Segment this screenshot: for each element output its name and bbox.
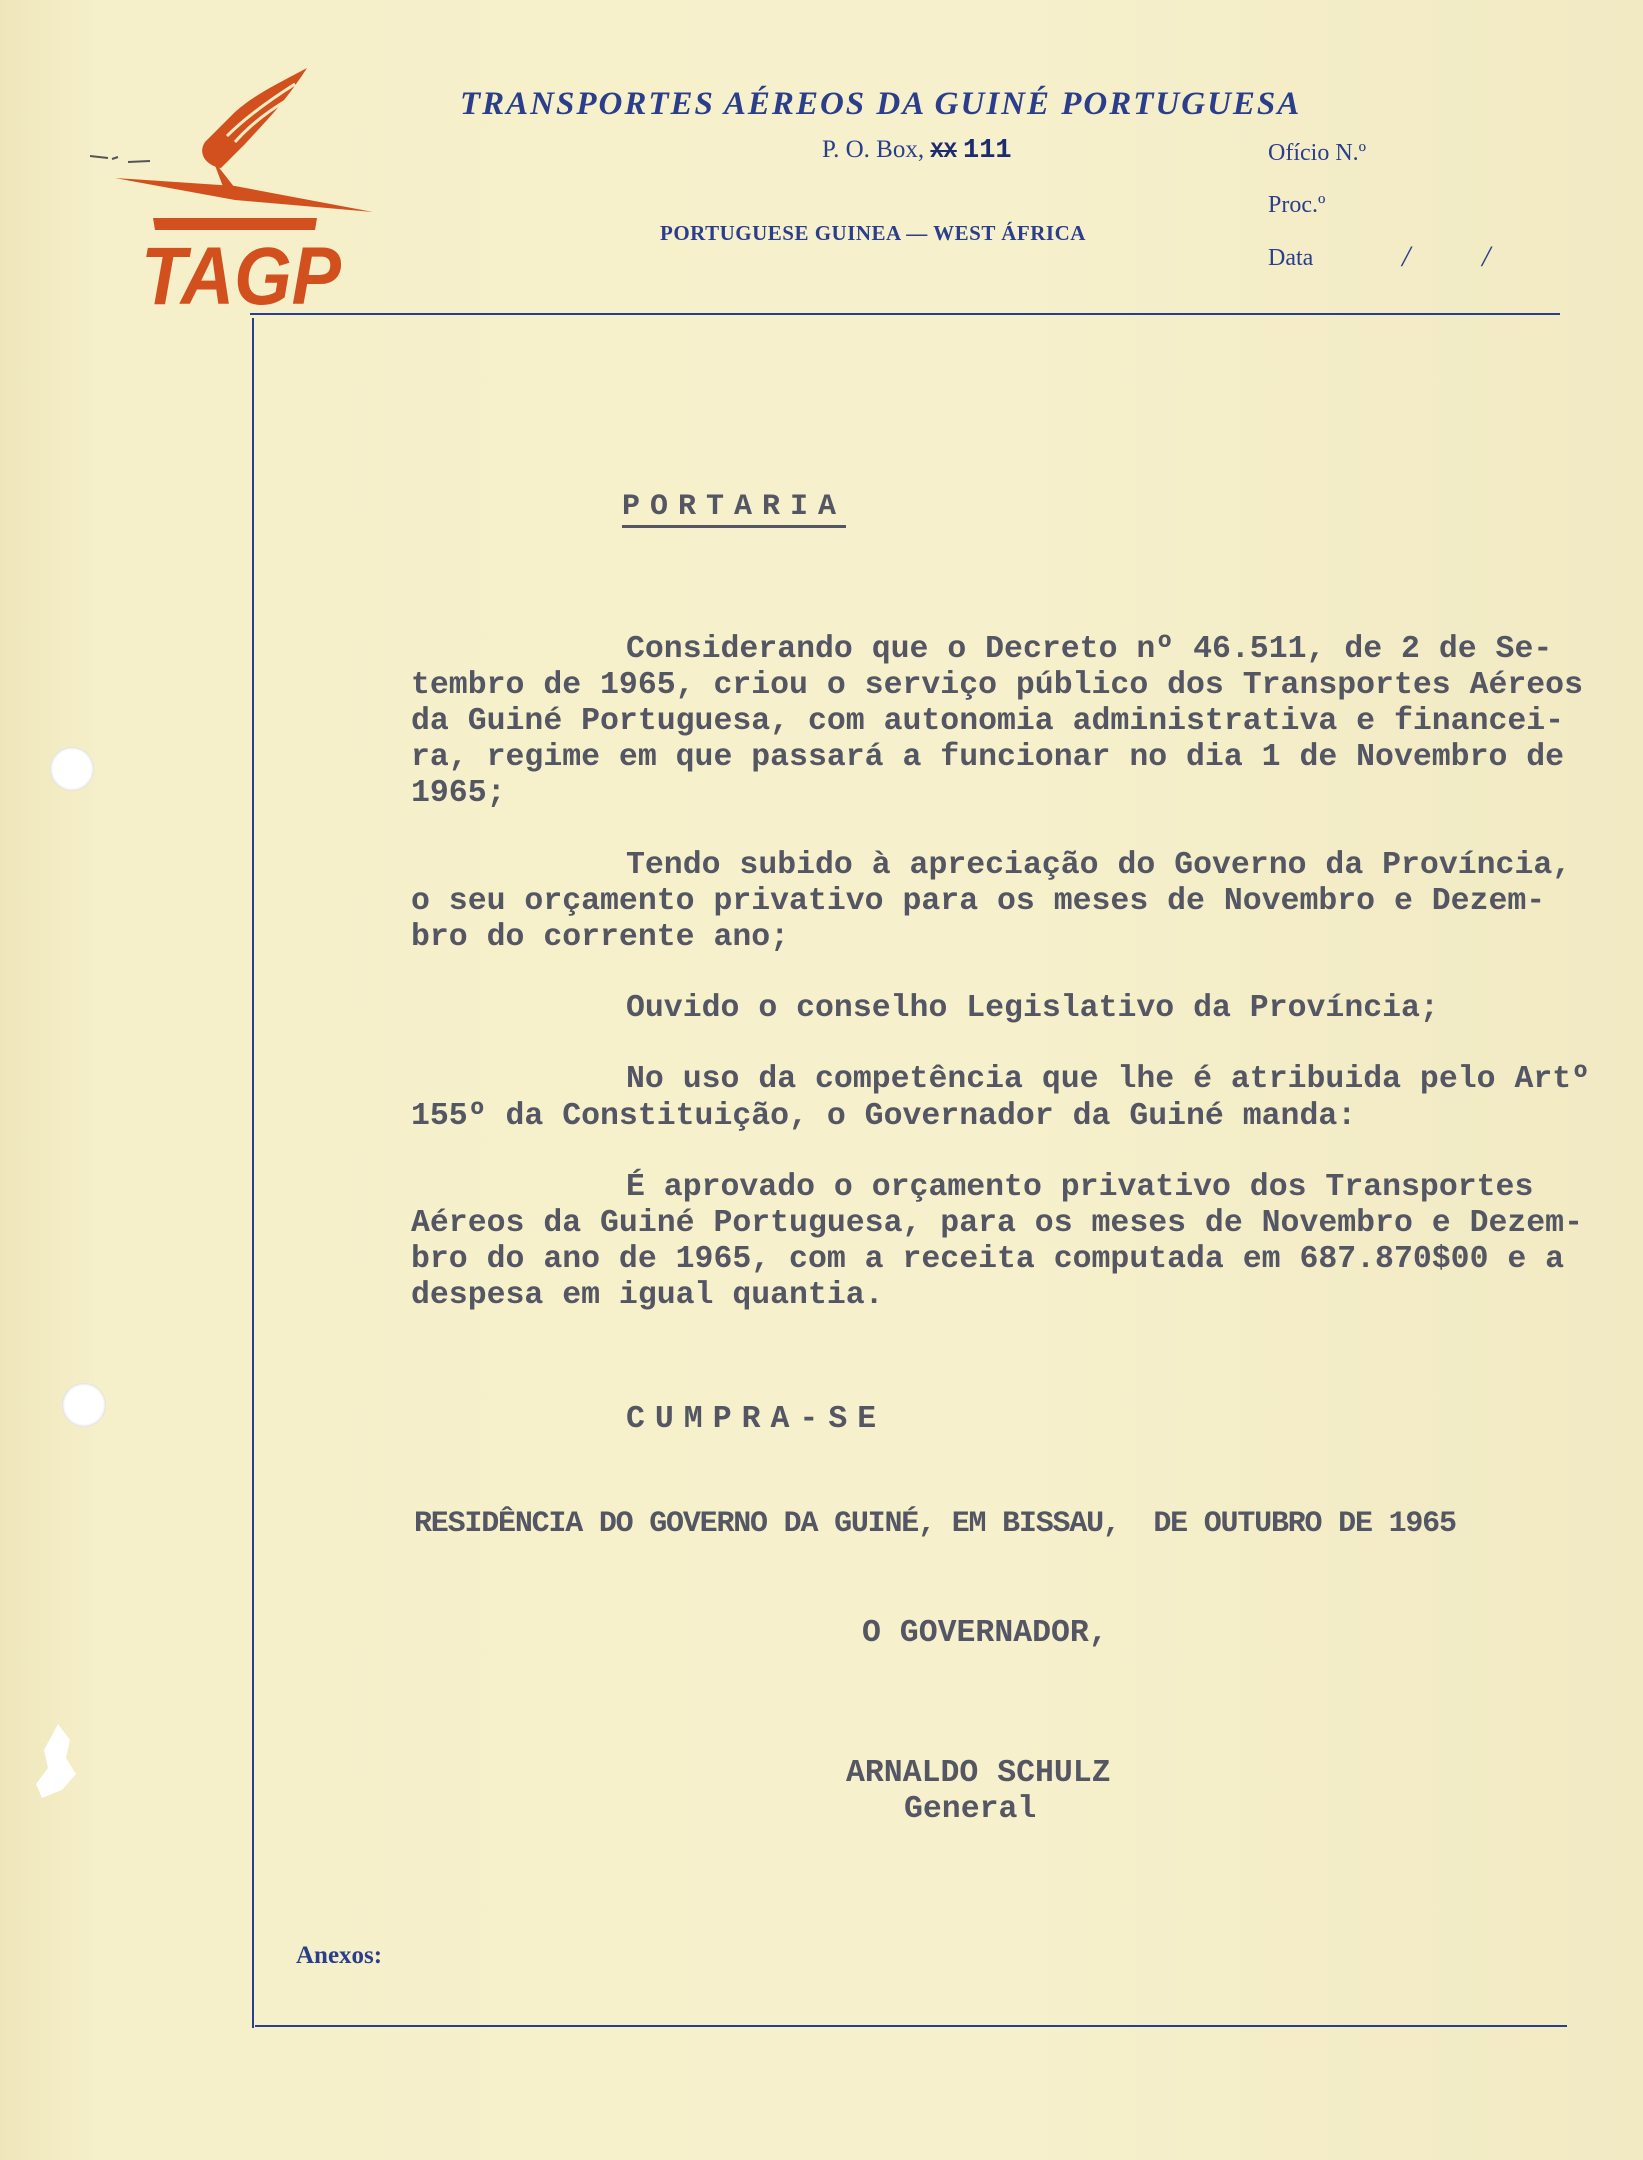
signatory-name: ARNALDO SCHULZ [846,1756,1111,1791]
paragraph-aprovado-line-1: É aprovado o orçamento privativo dos Transportes [626,1170,1534,1205]
data-slash-1: / [1402,240,1411,273]
paragraph-considerando-line-1: Considerando que o Decreto nº 46.511, de 2 de Se- [626,632,1553,667]
punch-hole-bottom [62,1383,106,1427]
country-line: PORTUGUESE GUINEA — WEST ÁFRICA [660,221,1086,245]
paragraph-aprovado-line-3: bro do ano de 1965, com a receita computada em 687.870$00 e a [411,1242,1565,1277]
anexos-label: Anexos: [296,1942,383,1969]
po-box-label: P. O. Box, [822,136,925,163]
paper-tear [28,1720,88,1800]
paragraph-considerando-line-2: tembro de 1965, criou o serviço público dos Transportes Aéreos [411,668,1583,703]
company-name: TRANSPORTES AÉREOS DA GUINÉ PORTUGUESA [460,86,1302,122]
document-heading: PORTARIA [622,490,846,528]
data-label: Data [1268,245,1314,271]
po-box-number: 111 [963,136,1012,166]
proc-label: Proc.º [1268,192,1326,218]
paragraph-no-uso-line-2: 155º da Constituição, o Governador da Guiné manda: [411,1099,1357,1134]
punch-hole-top [50,747,94,791]
paragraph-considerando-line-3: da Guiné Portuguesa, com autonomia administrativa e financei- [411,704,1565,739]
po-box [822,136,1012,166]
data-slash-2: / [1482,240,1491,273]
cumpra-se: CUMPRA-SE [626,1402,887,1437]
residence-date-line: RESIDÊNCIA DO GOVERNO DA GUINÉ, EM BISSAU, DE OUTUBRO DE 1965 [414,1507,1456,1541]
winged-bird-icon [115,68,373,230]
signatory-title: O GOVERNADOR, [862,1616,1108,1651]
footer-rule [255,2025,1567,2027]
paragraph-aprovado-line-4: despesa em igual quantia. [411,1278,884,1313]
paragraph-tendo-line-1: Tendo subido à apreciação do Governo da Província, [626,848,1572,883]
po-box-struck-out: XX [930,139,957,164]
paragraph-no-uso-line-1: No uso da competência que lhe é atribuida pelo Artº [626,1062,1591,1097]
tagp-logo [85,60,385,310]
letterhead-rule [250,313,1560,315]
paragraph-tendo-line-2: o seu orçamento privativo para os meses de Novembro e Dezem- [411,884,1546,919]
paragraph-ouvido: Ouvido o conselho Legislativo da Província; [626,991,1439,1026]
logo-text: TAGP [141,231,342,310]
margin-rule [252,318,254,2028]
paragraph-considerando-line-4: ra, regime em que passará a funcionar no dia 1 de Novembro de [411,740,1565,775]
oficio-label: Ofício N.º [1268,140,1367,166]
signatory-rank: General [904,1792,1037,1827]
paragraph-considerando-line-5: 1965; [411,776,506,811]
paragraph-tendo-line-3: bro do corrente ano; [411,920,790,955]
paragraph-aprovado-line-2: Aéreos da Guiné Portuguesa, para os meses de Novembro e Dezem- [411,1206,1583,1241]
